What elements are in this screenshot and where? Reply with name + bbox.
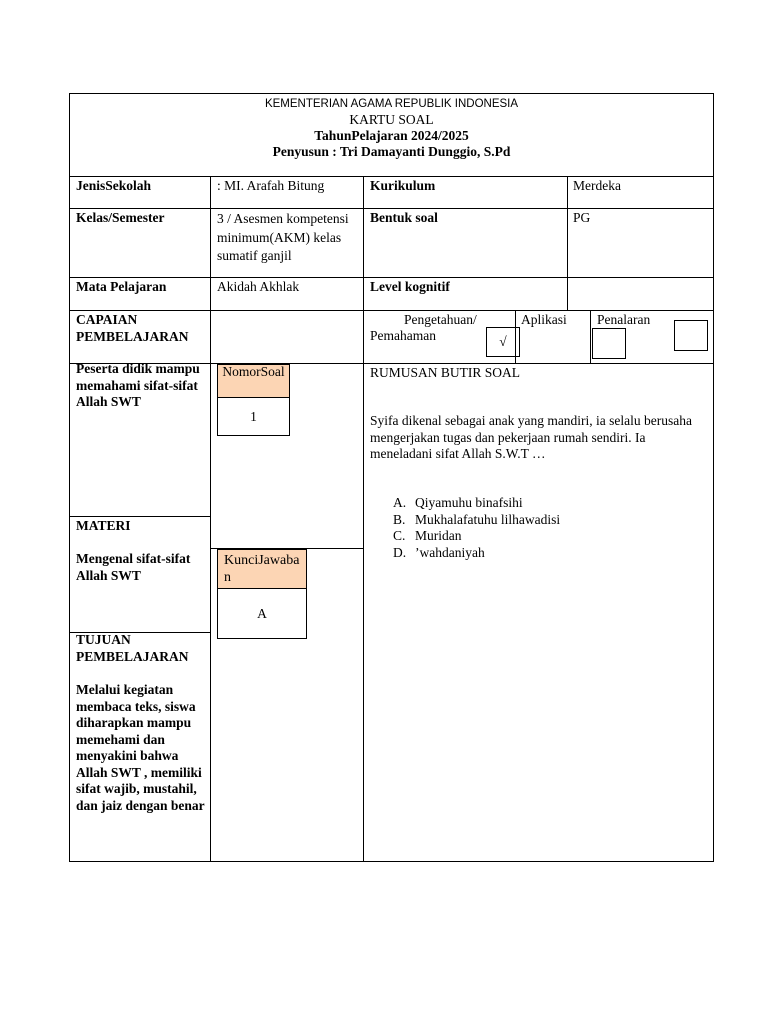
checkmark-icon: √ — [499, 334, 507, 349]
question-number-label: NomorSoal — [222, 364, 285, 379]
row-divider — [69, 277, 714, 278]
cognitive-level-label: Level kognitif — [370, 279, 450, 294]
school-type-label: JenisSekolah — [76, 178, 152, 193]
class-semester-label: Kelas/Semester — [76, 210, 165, 225]
option-text[interactable]: Mukhalafatuhu lilhawadisi — [415, 512, 561, 527]
curriculum-value: Merdeka — [573, 178, 621, 193]
question-form-label: Bentuk soal — [370, 210, 438, 225]
application-option-label: Aplikasi — [521, 312, 567, 327]
capaian-title: CAPAIAN PEMBELAJARAN — [76, 312, 189, 344]
column-divider — [210, 176, 211, 862]
option-letter: B. — [393, 512, 406, 527]
row-divider — [69, 176, 714, 177]
ministry-heading: KEMENTERIAN AGAMA REPUBLIK INDONESIA — [264, 98, 519, 110]
column-divider — [590, 310, 591, 363]
row-divider — [69, 310, 714, 311]
understanding-option-label: Pemahaman — [370, 328, 436, 343]
tujuan-text: Melalui kegiatan membaca teks, siswa diharapkan mampu memehami dan menyakini bahwa Allah SWT , memiliki sifat wajib, mustahil, dan jaiz dengan benar — [76, 682, 205, 813]
question-heading: RUMUSAN BUTIR SOAL — [370, 365, 521, 380]
knowledge-checkbox[interactable] — [486, 327, 520, 357]
option-letter: C. — [393, 528, 406, 543]
author-line: Penyusun : Tri Damayanti Dunggio, S.Pd — [272, 144, 511, 159]
school-type-value: : MI. Arafah Bitung — [217, 178, 325, 193]
option-letter: D. — [393, 545, 407, 560]
reasoning-option-label: Penalaran — [597, 312, 651, 327]
option-letter: A. — [393, 495, 407, 510]
section-divider — [69, 516, 210, 517]
answer-key-value: A — [257, 606, 267, 621]
subject-label: Mata Pelajaran — [76, 279, 167, 294]
materi-text: Mengenal sifat-sifat Allah SWT — [76, 551, 191, 583]
option-text[interactable]: Muridan — [415, 528, 462, 543]
class-semester-value: 3 / Asesmen kompetensi minimum(AKM) kelas sumatif ganjil — [217, 211, 349, 263]
reasoning-checkbox[interactable] — [674, 320, 708, 351]
card-title: KARTU SOAL — [349, 112, 434, 127]
curriculum-label: Kurikulum — [370, 178, 436, 193]
materi-title: MATERI — [76, 518, 131, 533]
application-checkbox[interactable] — [592, 328, 626, 359]
option-text[interactable]: Qiyamuhu binafsihi — [415, 495, 523, 510]
column-divider — [363, 176, 364, 862]
subject-value: Akidah Akhlak — [217, 279, 300, 294]
answer-key-label: KunciJawaban — [224, 553, 300, 585]
capaian-text: Peserta didik mampu memahami sifat-sifat Allah SWT — [76, 361, 200, 409]
question-stem: Syifa dikenal sebagai anak yang mandiri, ia selalu berusaha mengerjakan tugas dan pekerjaan rumah sendiri. Ia meneladani sifat Allah S.W.T … — [370, 413, 693, 461]
academic-year: TahunPelajaran 2024/2025 — [314, 128, 469, 143]
question-number-value: 1 — [250, 409, 257, 424]
column-divider — [567, 176, 568, 310]
tujuan-title: TUJUAN PEMBELAJARAN — [76, 632, 189, 664]
knowledge-option-label: Pengetahuan/ — [404, 312, 477, 327]
row-divider — [69, 208, 714, 209]
option-text[interactable]: ’wahdaniyah — [415, 545, 485, 560]
question-form-value: PG — [573, 210, 591, 225]
